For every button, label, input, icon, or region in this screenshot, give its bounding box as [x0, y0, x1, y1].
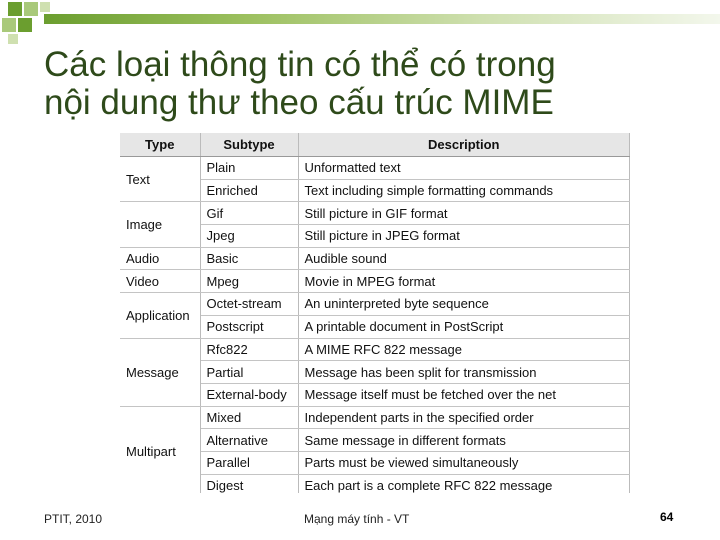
table-row — [120, 157, 630, 180]
decor-square-4 — [2, 18, 16, 32]
cell-type: Video — [120, 270, 200, 293]
header-gradient-bar — [44, 14, 720, 24]
header-subtype: Subtype — [200, 133, 298, 157]
decor-square-1 — [8, 2, 22, 16]
cell-description: Each part is a complete RFC 822 message — [298, 474, 630, 493]
slide-title-line-1: Các loại thông tin có thể có trong — [44, 46, 556, 84]
mime-types-table — [120, 133, 630, 493]
cell-description: Audible sound — [298, 247, 630, 270]
table-row — [120, 338, 630, 361]
cell-subtype: Rfc822 — [200, 338, 298, 361]
slide-title — [44, 46, 684, 128]
header-type: Type — [120, 133, 200, 157]
header-description: Description — [298, 133, 630, 157]
table-row — [120, 247, 630, 270]
cell-subtype: Gif — [200, 202, 298, 225]
decor-square-2 — [24, 2, 38, 16]
table-row — [120, 270, 630, 293]
decor-square-3 — [40, 2, 50, 12]
cell-description: A MIME RFC 822 message — [298, 338, 630, 361]
cell-description: A printable document in PostScript — [298, 315, 630, 338]
cell-subtype: Jpeg — [200, 225, 298, 248]
cell-type: Audio — [120, 247, 200, 270]
cell-subtype: Enriched — [200, 179, 298, 202]
cell-subtype: Alternative — [200, 429, 298, 452]
cell-subtype: Mixed — [200, 406, 298, 429]
cell-description: Message has been split for transmission — [298, 361, 630, 384]
decor-square-6 — [8, 34, 18, 44]
cell-type: Application — [120, 293, 200, 338]
cell-description: Same message in different formats — [298, 429, 630, 452]
table-row — [120, 202, 630, 225]
cell-type: Multipart — [120, 406, 200, 493]
footer-organization: PTIT, 2010 — [44, 512, 103, 526]
table-header-row — [120, 133, 630, 157]
cell-type: Image — [120, 202, 200, 247]
footer-course: Mạng máy tính - VT — [304, 512, 410, 526]
cell-subtype: External-body — [200, 383, 298, 406]
cell-description: Still picture in GIF format — [298, 202, 630, 225]
cell-description: An uninterpreted byte sequence — [298, 293, 630, 316]
table-row — [120, 293, 630, 316]
cell-subtype: Mpeg — [200, 270, 298, 293]
cell-subtype: Octet-stream — [200, 293, 298, 316]
cell-description: Independent parts in the specified order — [298, 406, 630, 429]
decor-square-5 — [18, 18, 32, 32]
table-row — [120, 406, 630, 429]
cell-subtype: Parallel — [200, 451, 298, 474]
cell-description: Parts must be viewed simultaneously — [298, 451, 630, 474]
cell-subtype: Digest — [200, 474, 298, 493]
cell-subtype: Basic — [200, 247, 298, 270]
page-number: 64 — [660, 510, 674, 524]
slide-title-line-2: nội dung thư theo cấu trúc MIME — [44, 83, 554, 122]
cell-subtype: Plain — [200, 157, 298, 180]
cell-description: Text including simple formatting commands — [298, 179, 630, 202]
cell-subtype: Partial — [200, 361, 298, 384]
table-body — [120, 157, 630, 494]
mime-table-figure — [120, 133, 630, 493]
cell-description: Still picture in JPEG format — [298, 225, 630, 248]
cell-description: Movie in MPEG format — [298, 270, 630, 293]
cell-type: Text — [120, 157, 200, 202]
cell-type: Message — [120, 338, 200, 406]
cell-description: Unformatted text — [298, 157, 630, 180]
cell-description: Message itself must be fetched over the net — [298, 383, 630, 406]
cell-subtype: Postscript — [200, 315, 298, 338]
